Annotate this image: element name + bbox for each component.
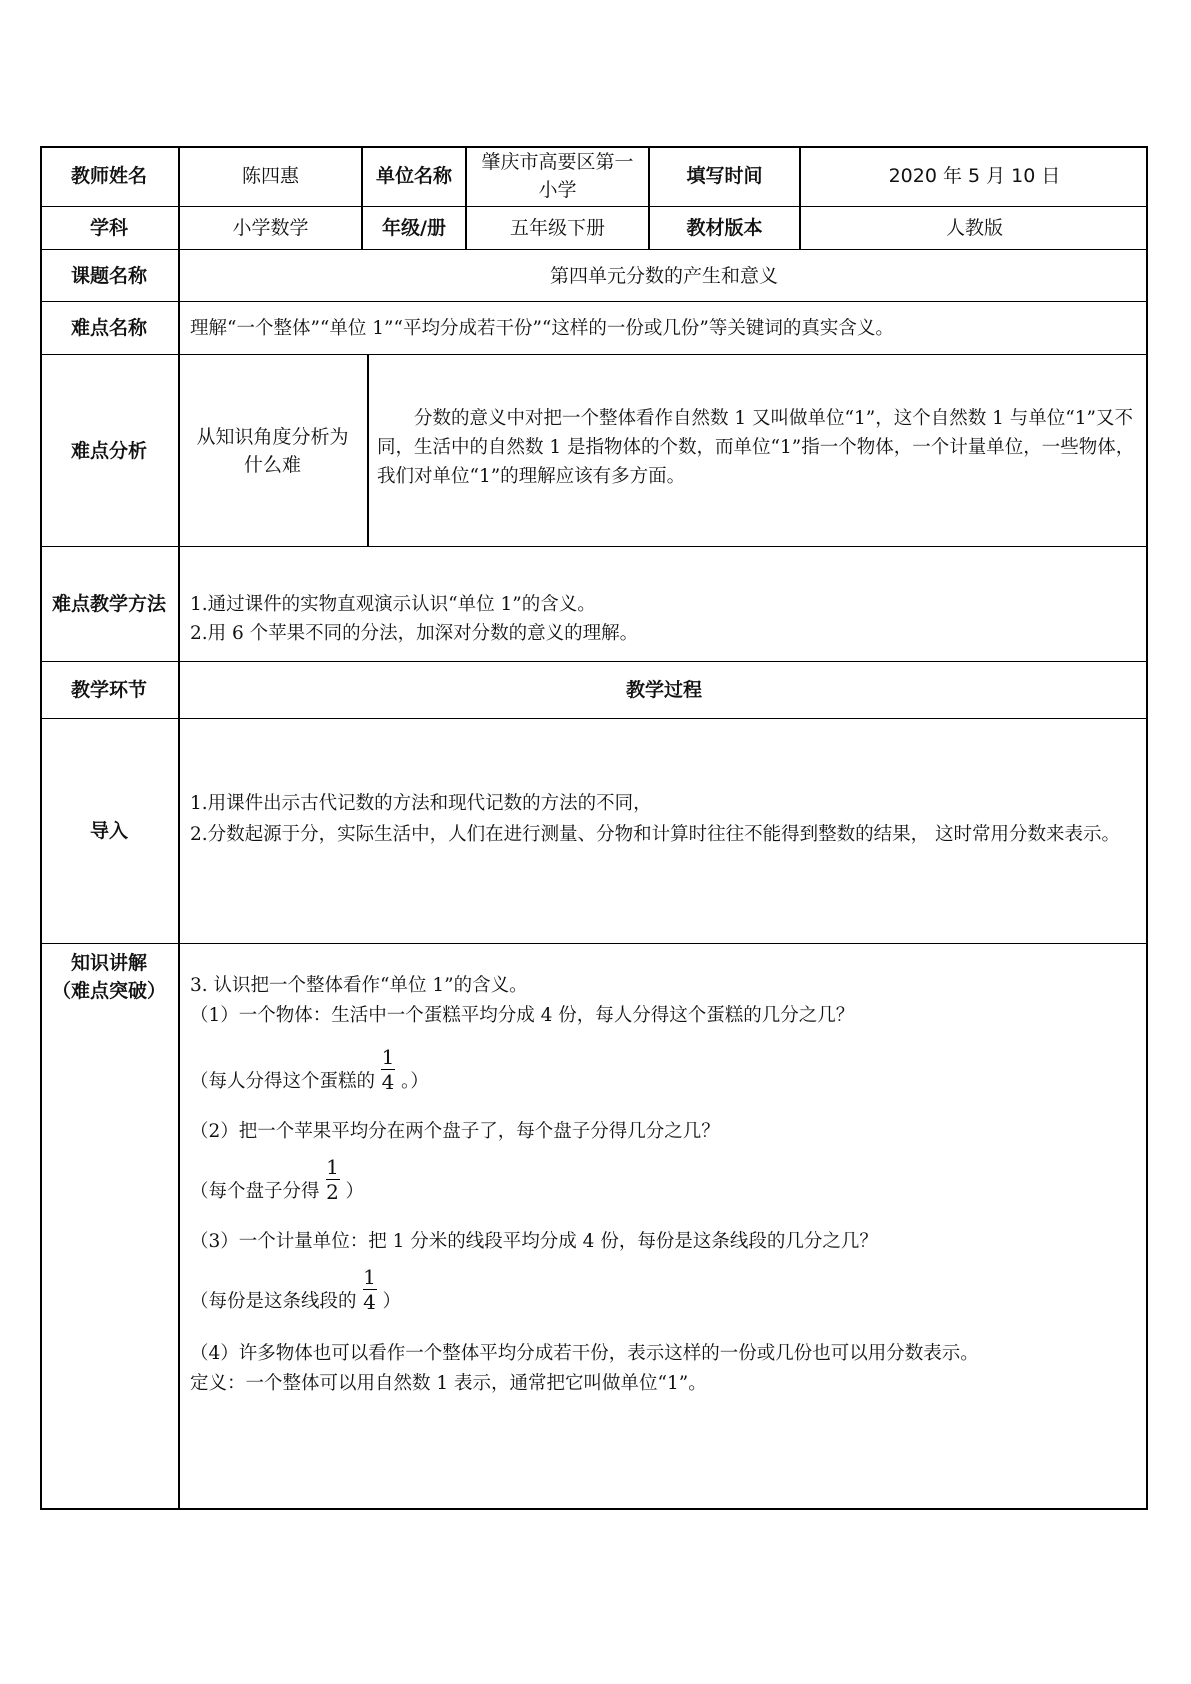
fraction-numerator: 1 xyxy=(363,1265,376,1289)
grid-line xyxy=(367,354,369,546)
difficulty-label: 难点名称 xyxy=(70,317,147,339)
answer-2-text: （每个盘子分得 xyxy=(190,1181,320,1202)
answer-1-end: 。） xyxy=(401,1071,429,1092)
intro-item: 1.用课件出示古代记数的方法和现代记数的方法的不同， xyxy=(190,793,652,814)
unit-name-value: 肇庆市高要区第一小学 xyxy=(481,151,634,201)
knowledge-content xyxy=(190,971,1145,1506)
topic-value: 第四单元分数的产生和意义 xyxy=(549,264,778,287)
answer-1-text: （每人分得这个蛋糕的 xyxy=(190,1071,376,1092)
fraction-numerator: 1 xyxy=(326,1155,339,1179)
answer-2-end: ） xyxy=(345,1181,365,1202)
grid-line xyxy=(40,943,1148,944)
question-1: （1）一个物体：生活中一个蛋糕平均分成 4 份，每人分得这个蛋糕的几分之几？ xyxy=(190,1005,855,1026)
subject-label: 学科 xyxy=(89,217,128,239)
question-4: （4）许多物体也可以看作一个整体平均分成若干份，表示这样的一份或几份也可以用分数表示。 xyxy=(190,1343,979,1364)
lesson-plan-table xyxy=(40,146,1148,1510)
fill-time-label: 填写时间 xyxy=(686,165,763,187)
fraction-denominator: 4 xyxy=(363,1290,376,1314)
stage-header-label: 教学环节 xyxy=(70,679,147,701)
fraction-one-quarter xyxy=(363,1266,377,1313)
analysis-sub-label: 从知识角度分析为什么难 xyxy=(196,425,349,476)
intro-label: 导入 xyxy=(89,820,128,842)
analysis-label: 难点分析 xyxy=(70,439,147,462)
fill-time-value: 2020 年 5 月 10 日 xyxy=(888,165,1061,187)
edition-value: 人教版 xyxy=(945,217,1003,239)
method-label: 难点教学方法 xyxy=(51,593,166,615)
method-item: 1.通过课件的实物直观演示认识“单位 1”的含义。 xyxy=(190,594,596,615)
difficulty-value: 理解“一个整体”“单位 1”“平均分成若干份”“这样的一份或几份”等关键词的真实含义。 xyxy=(190,317,894,339)
answer-3 xyxy=(190,1261,1145,1317)
fraction-denominator: 2 xyxy=(326,1180,339,1204)
edition-label: 教材版本 xyxy=(686,217,763,239)
knowledge-label-line1: 知识讲解 xyxy=(70,952,147,974)
process-header-label: 教学过程 xyxy=(625,679,702,701)
topic-label: 课题名称 xyxy=(70,264,147,287)
answer-1 xyxy=(190,1041,1145,1097)
fraction-denominator: 4 xyxy=(381,1070,395,1094)
question-2: （2）把一个苹果平均分在两个盘子了，每个盘子分得几分之几？ xyxy=(190,1121,720,1142)
grid-line xyxy=(40,546,1148,547)
knowledge-heading: 3. 认识把一个整体看作“单位 1”的含义。 xyxy=(190,975,528,996)
grid-line xyxy=(40,718,1148,719)
grade-value: 五年级下册 xyxy=(509,217,605,239)
method-item: 2.用 6 个苹果不同的分法，加深对分数的意义的理解。 xyxy=(190,623,639,644)
method-list xyxy=(190,590,1140,652)
fraction-numerator: 1 xyxy=(381,1045,395,1069)
intro-item: 2.分数起源于分，实际生活中，人们在进行测量、分物和计算时往往不能得到整数的结果， 这时常用分数来表示。 xyxy=(190,824,1121,845)
definition: 定义：一个整体可以用自然数 1 表示，通常把它叫做单位“1”。 xyxy=(190,1373,707,1394)
grade-label: 年级/册 xyxy=(382,217,446,239)
subject-value: 小学数学 xyxy=(232,217,309,239)
answer-3-end: ） xyxy=(382,1291,402,1312)
answer-2 xyxy=(190,1151,1145,1207)
knowledge-label xyxy=(40,949,178,1009)
teacher-name-label: 教师姓名 xyxy=(70,165,147,187)
fraction-one-quarter xyxy=(381,1046,395,1093)
fraction-one-half xyxy=(326,1156,340,1203)
question-3: （3）一个计量单位：把 1 分米的线段平均分成 4 份，每份是这条线段的几分之几？ xyxy=(190,1231,878,1252)
unit-name-label: 单位名称 xyxy=(375,165,452,187)
grid-line xyxy=(178,146,180,1510)
teacher-name-value: 陈四惠 xyxy=(241,165,299,187)
intro-list xyxy=(190,788,1145,888)
knowledge-label-line2: （难点突破） xyxy=(51,980,166,1002)
answer-3-text: （每份是这条线段的 xyxy=(190,1291,357,1312)
analysis-text: 分数的意义中对把一个整体看作自然数 1 又叫做单位“1”，这个自然数 1 与单位“1”又不同，生活中的自然数 1 是指物体的个数，而单位“1”指一个物体，一个计量单位，一些物体，我们对单位“1”的理解应该有多方面。 xyxy=(377,408,1135,487)
